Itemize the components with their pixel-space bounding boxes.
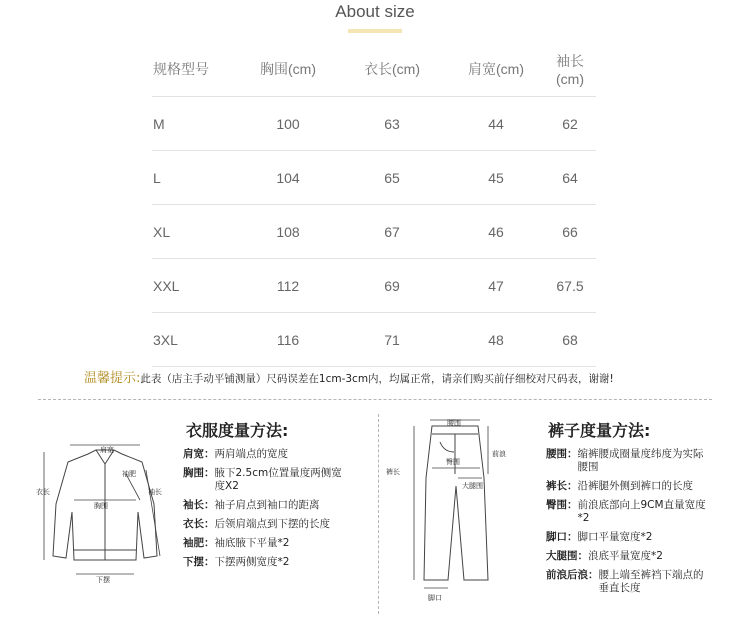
cell-length: 65	[336, 151, 448, 205]
cell-shoulder: 44	[448, 97, 544, 151]
size-table	[152, 42, 596, 367]
cell-sleeve: 68	[544, 313, 596, 367]
definition-item: 前浪后浪： 腰上端至裤裆下端点的垂直长度	[546, 569, 704, 594]
definition-item: 裤长： 沿裤腿外侧到裤口的长度	[546, 480, 693, 492]
label-shoulder: 肩宽	[100, 446, 114, 454]
cell-length: 63	[336, 97, 448, 151]
cell-length: 69	[336, 259, 448, 313]
cell-sleeve: 64	[544, 151, 596, 205]
vertical-divider	[378, 414, 379, 614]
cell-size: L	[152, 151, 240, 205]
cell-size: XXL	[152, 259, 240, 313]
cell-shoulder: 46	[448, 205, 544, 259]
tip-text: 此表（店主手动平铺测量）尺码误差在1cm-3cm内，均属正常，请亲们购买前仔细校对尺码表，谢谢!	[140, 373, 614, 385]
label-waist: 腰围	[447, 419, 461, 427]
cell-chest: 116	[240, 313, 336, 367]
definition-item: 袖肥： 袖底腋下平量*2	[183, 537, 290, 549]
cell-length: 71	[336, 313, 448, 367]
table-header-row	[152, 42, 596, 97]
table-row	[152, 151, 596, 205]
header-size: 规格型号	[153, 61, 209, 77]
cell-size: M	[152, 97, 240, 151]
header-chest: 胸围(cm)	[260, 61, 316, 77]
table-row	[152, 97, 596, 151]
clothing-title: 衣服度量方法:	[186, 421, 289, 440]
cell-sleeve: 62	[544, 97, 596, 151]
table-row	[152, 259, 596, 313]
cell-sleeve: 67.5	[544, 259, 596, 313]
cell-chest: 100	[240, 97, 336, 151]
tip-note	[84, 367, 614, 386]
pants-title: 裤子度量方法:	[548, 421, 651, 440]
definition-item: 胸围： 腋下2.5cm位置量度两侧宽度X2	[183, 467, 342, 492]
cell-chest: 104	[240, 151, 336, 205]
pants-definitions	[546, 448, 706, 601]
cell-chest: 108	[240, 205, 336, 259]
definition-item: 大腿围： 浪底平量宽度*2	[546, 550, 663, 562]
definition-item: 腰围： 缩裤腰成圈量度纬度为实际腰围	[546, 448, 704, 473]
tip-label: 温馨提示:	[84, 371, 141, 386]
cell-sleeve: 66	[544, 205, 596, 259]
cell-size: XL	[152, 205, 240, 259]
definition-item: 下摆： 下摆两侧宽度*2	[183, 556, 290, 568]
label-front-rise: 前浪	[492, 450, 506, 458]
table-row	[152, 205, 596, 259]
definition-item: 臀围： 前浪底部向上9CM直量宽度*2	[546, 499, 706, 524]
label-pants-hem: 脚口	[428, 594, 442, 602]
title-underline	[348, 29, 402, 33]
page-title: About size	[335, 2, 415, 21]
definition-item: 袖长： 袖子肩点到袖口的距离	[183, 499, 320, 511]
definition-item: 脚口： 脚口平量宽度*2	[546, 531, 653, 543]
shirt-diagram	[36, 440, 172, 590]
pants-diagram	[384, 412, 524, 608]
clothing-definitions	[183, 448, 343, 575]
cell-shoulder: 48	[448, 313, 544, 367]
label-sleeve: 袖长	[148, 488, 162, 496]
label-pants-length: 裤长	[386, 468, 400, 476]
header-shoulder: 肩宽(cm)	[468, 61, 524, 77]
label-armhole: 袖肥	[122, 470, 136, 478]
header-length: 衣长(cm)	[364, 61, 420, 77]
label-hip: 臀围	[446, 458, 460, 466]
cell-size: 3XL	[152, 313, 240, 367]
label-chest: 胸围	[94, 502, 108, 510]
label-thigh: 大腿围	[462, 482, 483, 490]
cell-chest: 112	[240, 259, 336, 313]
definition-item: 衣长： 后领肩端点到下摆的长度	[183, 518, 330, 530]
definition-item: 肩宽： 两肩端点的宽度	[183, 448, 288, 460]
cell-shoulder: 47	[448, 259, 544, 313]
horizontal-divider	[38, 399, 712, 400]
cell-shoulder: 45	[448, 151, 544, 205]
cell-length: 67	[336, 205, 448, 259]
header-sleeve: 袖长(cm)	[556, 53, 584, 87]
label-length: 衣长	[36, 488, 50, 496]
label-hem: 下摆	[96, 576, 110, 584]
table-row	[152, 313, 596, 367]
